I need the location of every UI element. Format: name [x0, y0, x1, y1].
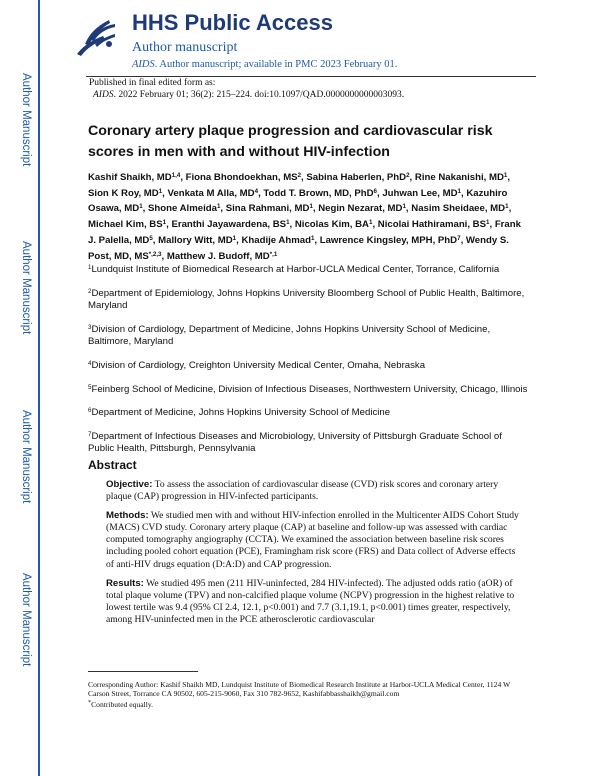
affiliation-num: 6 — [88, 407, 92, 415]
author — [148, 203, 220, 214]
author-name: Fiona Bhondoekhan, MS — [185, 172, 298, 183]
author — [88, 172, 180, 183]
affiliation — [88, 382, 528, 397]
sidebar-label: Author Manuscript — [20, 241, 32, 335]
author — [306, 172, 409, 183]
author — [171, 219, 289, 230]
author — [382, 188, 461, 199]
author-manuscript-sidebar — [0, 0, 44, 776]
author-sup: 1 — [309, 203, 313, 211]
author-name: Sina Rahmani, MD — [225, 203, 310, 215]
header-divider — [86, 76, 536, 77]
author-sup: 2 — [406, 172, 410, 179]
article-title: Coronary artery plaque progression and cardiovascular risk scores in men with and without HIV-infection — [88, 123, 493, 160]
author-list: Kashif Shaikh, MD$^{1,4}$, Fiona Bhondoekhan, $MS^2$, Sabina Haberlen, PhD$^2$, Rine Nakanishi, $MD^1$, Sion K Roy, $MD^1$, Venkata M Alla, $MD^4$, Todd T. Brown, MD, PhD$^6$, Juhwan Lee, $MD^1$, Kazuhiro Osawa, $MD^1$, Shone Almeida$^1$, Sina Rahmani, $MD^1$, Negin Nezarat, $MD^1$, Nasim Sheidaee, $MD^1$, Michael Kim, $BS^1$, Eranthi Jayawardena, $BS^1$, Nicolas Kim, $BA^1$, Nicolai Hathiramani, $BS^1$, Frank J. Palella, $MD^5$, Mallory Witt, $MD^1$, Khadije Ahmad$^1$, Lawrence Kingsley, MPH, PhD$^7$, Wendy S. Post, MD, $MS^{*,2,3}$, Matthew J. Budoff, $MD^{*,1}$ — [88, 172, 521, 262]
abstract-label: Objective: — [106, 479, 153, 490]
author — [158, 235, 236, 246]
author-name: Sion K Roy, MD — [88, 187, 159, 199]
affiliation — [88, 358, 528, 373]
author-sup: 6 — [373, 187, 377, 195]
author — [263, 188, 377, 199]
abstract-label: Methods: — [106, 510, 149, 522]
hhs-public-access-title: HHS Public Access — [132, 10, 333, 35]
availability-text: . Author manuscript; available in PMC 2023 February 01. — [154, 59, 398, 70]
author-name: Juhwan Lee, MD — [382, 187, 458, 199]
author-name: Frank J. Palella, MD — [88, 219, 521, 246]
abstract-section — [106, 578, 524, 626]
author-sup: 1 — [232, 234, 237, 242]
author-name: Khadije Ahmad — [241, 234, 311, 246]
footnote-divider — [88, 671, 198, 672]
journal-abbrev: AIDS — [132, 59, 155, 70]
author-sup: 1 — [503, 172, 508, 179]
author-sup: 1 — [162, 219, 167, 227]
author-name: Michael Kim, BS — [88, 219, 163, 231]
author — [167, 251, 277, 262]
author-name: Eranthi Jayawardena, BS — [171, 219, 287, 231]
sidebar-label: Author Manuscript — [20, 573, 32, 667]
author — [295, 219, 373, 230]
affiliation-text: Division of Cardiology, Department of Medicine, Johns Hopkins University School of Medicine, Baltimore, Maryland — [88, 323, 491, 348]
affiliation — [88, 286, 528, 313]
author-name: Nasim Sheidaee, MD — [411, 203, 506, 215]
abstract-text: We studied 495 men (211 HIV-uninfected, 284 HIV-infected). The adjusted odds ratio (aOR) of total plaque volume (TPV) and non-calcified plaque volume (NCPV) progression in the highest relative to lowest tertile was 9.4 (95% CI 2.4, 12.1, p<0.001) and 7.7 (3.1,19.1, p<0.001) times greater, respectively, among HIV-uninfected men in the PCE atherosclerotic cardiovascular — [106, 577, 515, 625]
abstract-text: We studied men with and without HIV-infection enrolled in the Multicenter AIDS Cohort Study (MACS) CVD study. Coronary artery plaque (CAP) at baseline and follow-up was assessed with cardiac computed tomography angiography (CCTA). We examined the association between baseline risk scores including pooled cohort equation (PCE), Framingham risk score (FRS) and Data collect of Adverse effects of anti-HIV drugs equation (D:A:D) and CAP progression. — [106, 510, 519, 570]
author-sup: 1 — [486, 219, 490, 227]
author-name: Nicolas Kim, BA — [294, 219, 369, 231]
footnote-text: Contributed equally. — [91, 700, 154, 709]
sidebar-rule — [38, 0, 40, 776]
affiliation-num: 2 — [88, 287, 92, 295]
author — [88, 219, 166, 230]
hhs-eagle-logo-icon — [73, 14, 119, 60]
abstract-section — [106, 479, 524, 503]
author-name: Kazuhiro Osawa, MD — [88, 187, 508, 215]
affiliation — [88, 405, 528, 420]
citation-text: . 2022 February 01; 36(2): 215–224. doi:10.1097/QAD.0000000000003093. — [113, 90, 405, 100]
abstract-section — [106, 510, 524, 570]
affiliation-num: 3 — [88, 323, 92, 331]
author — [318, 203, 406, 214]
author-sup: 1 — [402, 203, 406, 211]
author-sup: *,2,3 — [148, 250, 162, 258]
author-name: Nicolai Hathiramani, BS — [377, 219, 487, 231]
affiliation-text: Department of Infectious Diseases and Microbiology, University of Pittsburgh Graduate School of Public Health, Pittsburgh, Pennsylvania — [88, 430, 502, 455]
author — [186, 172, 301, 183]
author-sup: 2 — [297, 172, 302, 179]
author-name: Sabina Haberlen, PhD — [306, 172, 407, 183]
affiliation — [88, 429, 528, 456]
author-name: Venkata M Alla, MD — [167, 187, 255, 199]
abstract-body — [106, 479, 524, 633]
citation-line — [93, 90, 404, 100]
author-sup: 1 — [286, 219, 290, 227]
author-name: Mallory Witt, MD — [158, 234, 233, 246]
published-line: Published in final edited form as: — [89, 78, 216, 88]
affiliation-num: 4 — [88, 359, 92, 367]
affiliation-text: Lundquist Institute of Biomedical Research at Harbor-UCLA Medical Center, Torrance, California — [91, 264, 500, 275]
author-sup: 1 — [368, 219, 373, 227]
author-name: Shone Almeida — [147, 203, 217, 215]
author-sup: 1 — [158, 187, 163, 195]
author-name: Matthew J. Budoff, MD — [166, 250, 270, 262]
affiliation — [88, 322, 528, 349]
author-sup: 1 — [139, 203, 143, 211]
author — [226, 203, 313, 214]
affiliation-text: Department of Epidemiology, Johns Hopkins University Bloomberg School of Public Health, Baltimore, Maryland — [88, 287, 525, 312]
author — [415, 172, 507, 183]
author-name: Lawrence Kingsley, MPH, PhD — [319, 234, 458, 246]
author-name: Kashif Shaikh, MD — [88, 172, 172, 183]
affiliation-text: Feinberg School of Medicine, Division of Infectious Diseases, Northwestern University, Chicago, Illinois — [91, 383, 528, 395]
author — [378, 219, 490, 230]
author-sup: 1 — [310, 234, 315, 242]
affiliation-num: 7 — [88, 430, 92, 438]
affiliation-text: Division of Cardiology, Creighton University Medical Center, Omaha, Nebraska — [91, 359, 426, 371]
sidebar-label: Author Manuscript — [20, 73, 32, 167]
author-sup: 1,4 — [171, 172, 181, 179]
author-sup: 1 — [216, 203, 221, 211]
author — [320, 235, 461, 246]
author-sup: 1 — [505, 203, 509, 211]
author-name: Todd T. Brown, MD, PhD — [263, 187, 374, 199]
author-sup: 5 — [149, 234, 153, 242]
author-name: Negin Nezarat, MD — [318, 203, 403, 215]
abstract-text: To assess the association of cardiovascular disease (CVD) risk scores and coronary artery plaque (CAP) progression in HIV-infected participants. — [106, 479, 499, 503]
sidebar-label: Author Manuscript — [20, 410, 32, 504]
author — [241, 235, 314, 246]
citation-journal: AIDS — [93, 90, 114, 100]
abstract-heading: Abstract — [88, 458, 137, 472]
author — [411, 203, 508, 214]
author-sup: 1 — [457, 187, 461, 195]
author — [168, 188, 259, 199]
affiliation-num: 1 — [88, 264, 92, 271]
author-sup: *,1 — [269, 250, 278, 258]
author-name: Wendy S. Post, MD, MS — [88, 234, 509, 262]
footnotes — [88, 680, 518, 709]
abstract-label: Results: — [106, 577, 144, 589]
author-sup: 4 — [254, 187, 259, 195]
author — [88, 188, 162, 199]
availability-line — [132, 59, 397, 70]
corresponding-author-note: Corresponding Author: Kashif Shaikh MD, Lundquist Institute of Biomedical Research Institute at Harbor-UCLA Medical Center, 1124 W Carson Street, Torrance CA 90502, 605-215-9060, Fax 310 782-9652, Kashifabbasshaikh@gmail.com — [88, 680, 511, 698]
affiliation — [88, 262, 528, 277]
affiliation-list — [88, 262, 528, 465]
affiliation-num: 5 — [88, 383, 92, 391]
author-manuscript-label: Author manuscript — [132, 40, 238, 55]
affiliation-text: Department of Medicine, Johns Hopkins University School of Medicine — [91, 407, 391, 419]
author-name: Rine Nakanishi, MD — [414, 172, 504, 183]
equal-contribution-note — [88, 698, 518, 709]
author-sup: 7 — [457, 234, 461, 242]
footnote-marker: * — [88, 699, 92, 706]
